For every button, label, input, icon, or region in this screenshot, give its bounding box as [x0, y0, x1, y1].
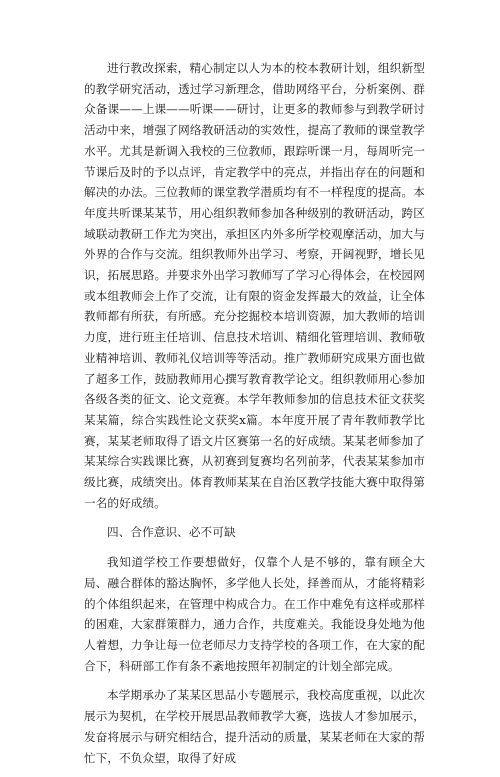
- body-paragraph: 本学期承办了某某区思品小专题展示，我校高度重视，以此次展示为契机，在学校开展思品教师教学大赛，选拔人才参加展示，发奋将展示与研究相结合，提升活动的质量，某某老师在大家的帮忙下，不负众望，取得了好成: [84, 688, 425, 765]
- body-paragraph: 进行教改探索，精心制定以人为本的校本教研计划，组织新型的教学研究活动，透过学习新理念，借助网络平台，分析案例、群众备课——上课——听课——研讨，让更多的教师参与到教学研讨活动中来，增强了网络教研活动的实效性，提高了教师的课堂教学水平。尤其是新调入我校的三位教师，跟踪听课一月，每周听完一节课后及时的予以点评，肯定教学中的亮点，并指出存在的问题和解决的办法。三位教师的课堂教学潜质均有不一样程度的提高。本年度共听课某某节，用心组织教师参加各种级别的教研活动，跨区域联动教研工作尤为突出，承担区内外多所学校观摩活动，加大与外界的合作与交流。组织教师外出学习、考察，开阔视野，增长见识，拓展思路。并要求外出学习教师写了学习心得体会，在校园网或本组教师会上作了交流，让有限的资金发挥最大的效益，让全体教师都有所获，有所感。充分挖掘校本培训资源，加大教师的培训力度，进行班主任培训、信息技术培训、精细化管理培训、教师敬业精神培训、教师礼仪培训等等活动。推广教师研究成果方面也做了超多工作，鼓励教师用心撰写教育教学论文。组织教师用心参加各级各类的征文、论文竞赛。本学年教师参加的信息技术征文获奖某某篇，综合实践性论文获奖x篇。本年度开展了青年教师教学比赛，某某老师取得了语文片区赛第一名的好成绩。某某老师参加了某某综合实践课比赛，从初赛到复赛均名列前茅，代表某某参加市级比赛，成绩突出。体育教师某某在自治区教学技能大赛中取得第一名的好成绩。: [84, 61, 425, 510]
- document-body: [84, 58, 425, 777]
- section-heading: 四、合作意识、必不可缺: [107, 525, 236, 540]
- body-paragraph: 我知道学校工作要想做好，仅靠个人是不够的，靠有顾全大局、融合群体的豁达胸怀，多学他人长处，择善而从，才能将精彩的个体组织起来，在管理中构成合力。在工作中难免有这样或那样的困难，大家群策群力，通力合作，共度难关。我能设身处地为他人着想，力争让每一位老师尽力支持学校的各项工作，在大家的配合下，科研部工作有条不紊地按照年初制定的计划全部完成。: [84, 555, 425, 673]
